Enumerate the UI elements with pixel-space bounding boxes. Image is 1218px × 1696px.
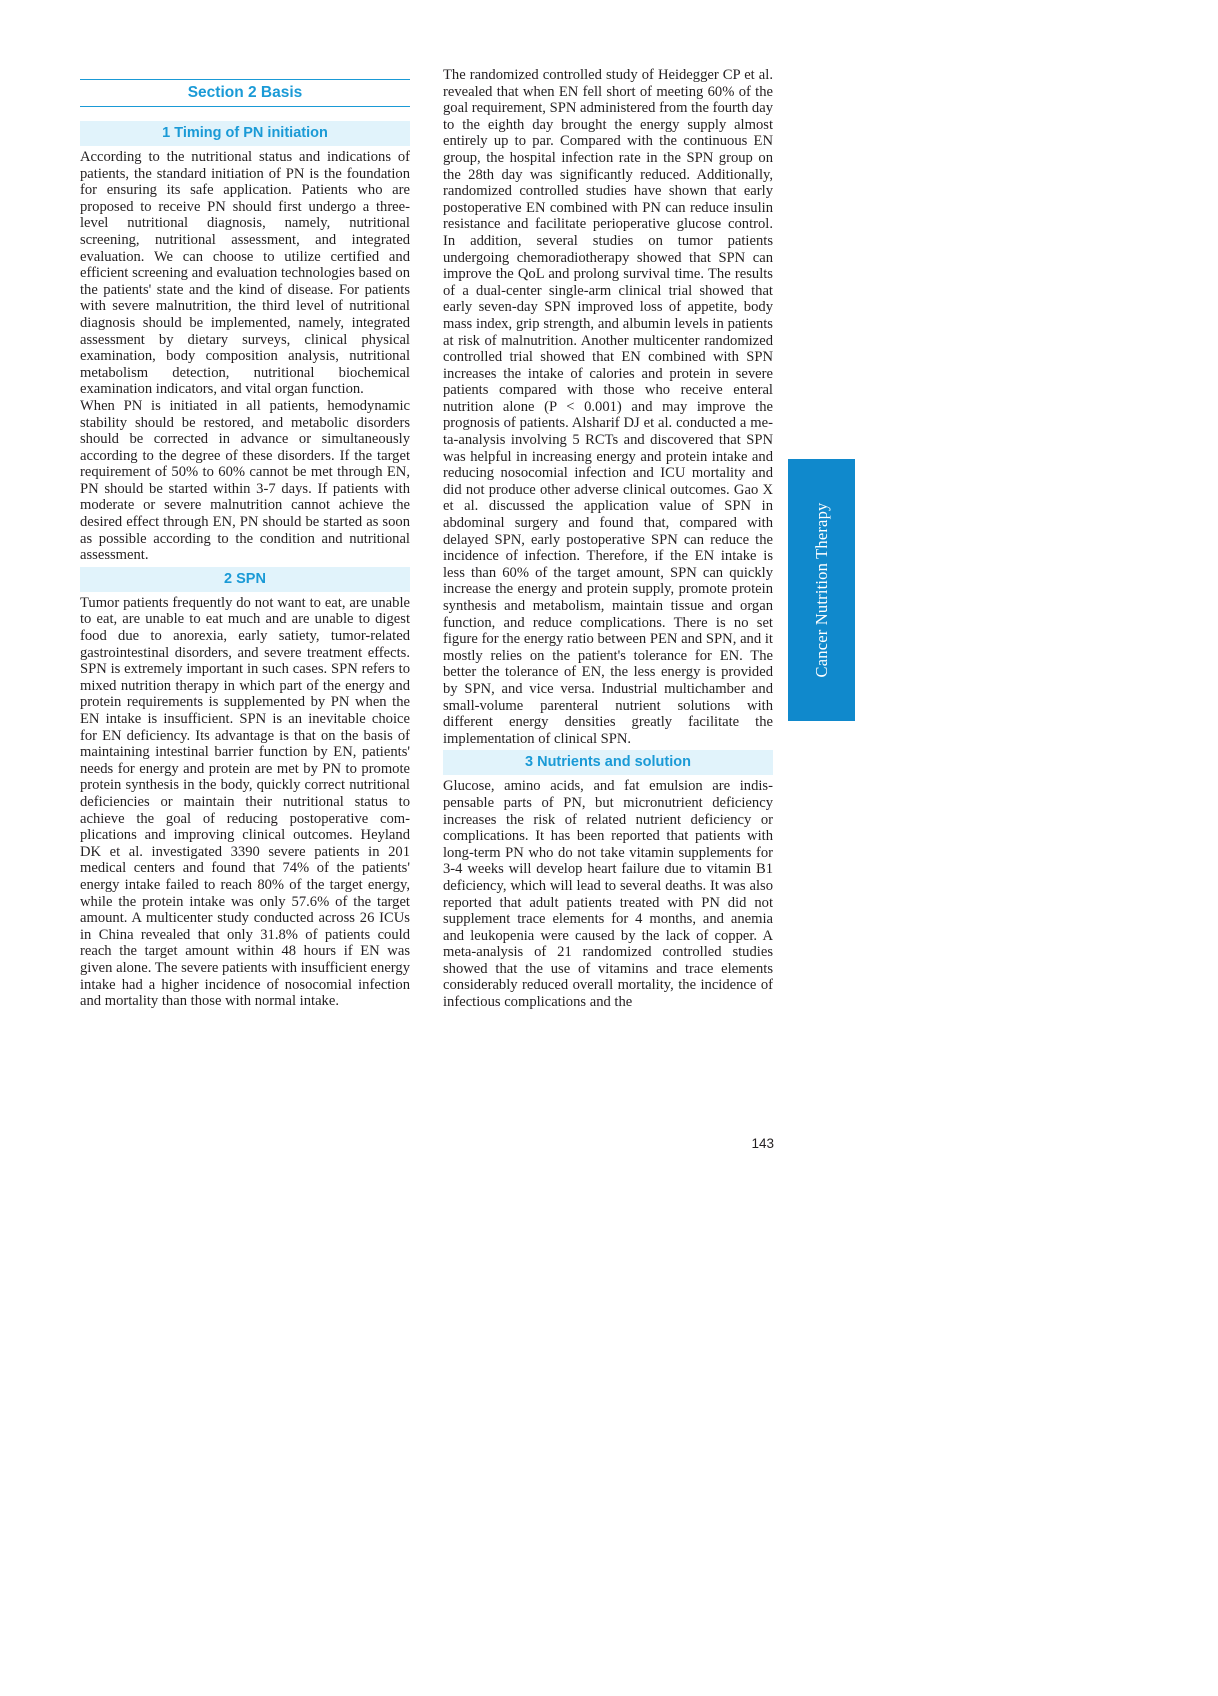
subsection-heading-timing: 1 Timing of PN initiation xyxy=(80,121,410,146)
left-column xyxy=(80,67,410,1010)
body-paragraph: When PN is initiated in all patients, hemodynamic stability should be restored, and metabolic disorders should be corrected in advance or simultaneously according to the degree of these disorders. If the target requirement of 50% to 60% cannot be met through EN, PN should be started within 3-7 days. If patients with moderate or severe malnutrition cannot achieve the desired effect through EN, PN should be started as soon as possible according to the condition and nutritional assessment. xyxy=(80,397,410,564)
body-paragraph: According to the nutritional status and indications of patients, the standard initiation of PN is the foundation for ensuring its safe application. Patients who are proposed to receive PN should first undergo a three-level nutritional diagnosis, namely, nutritional screening, nutritional assessment, and integrated evaluation. We can choose to utilize certified and efficient screening and evaluation technologies based on the patients' state and the kind of disease. For patients with severe malnutrition, the third level of nutritional diagnosis should be implemented, namely, integrated assessment by dietary surveys, clinical physical examination, body composition analysis, nutritional metabolism detection, nutritional biochemical examination indicators, and vital organ function. xyxy=(80,149,410,398)
body-paragraph: Tumor patients frequently do not want to eat, are unable to eat, are unable to eat much and are unable to digest food due to anorexia, early satiety, tumor-related gastrointestinal disorders, and severe treatment effects. SPN is extremely important in such cases. SPN refers to mixed nutrition therapy in which part of the energy and protein requirements is supplemented by PN when the EN intake is insufficient. SPN is an inevitable choice for EN deficiency. Its advantage is that on the basis of maintaining intestinal barrier function by EN, patients' needs for energy and protein are met by PN to promote protein synthesis in the body, quickly correct nutritional deficiencies or maintain their nutritional status to achieve the goal of reducing postoperative complications and improving clinical outcomes. Heyland DK et al. investigated 3390 severe patients in 201 medical centers and found that 74% of the patients' energy intake failed to reach 80% of the target energy, while the protein intake was only 57.6% of the target amount. A multicenter study conducted across 26 ICUs in China revealed that only 31.8% of patients could reach the target amount within 48 hours if EN was given alone. The severe patients with insufficient energy intake had a higher incidence of nosocomial infection and mortality than those with normal intake. xyxy=(80,594,410,1010)
chapter-side-tab-label: Cancer Nutrition Therapy xyxy=(811,502,831,678)
body-paragraph: The randomized controlled study of Heidegger CP et al. revealed that when EN fell short of meeting 60% of the goal requirement, SPN administered from the fourth day to the eighth day brought the energy supply almost entirely up to par. Compared with the continuous EN group, the hospital infection rate in the SPN group on the 28th day was significantly reduced. Additionally, randomized controlled studies have shown that early postoperative EN combined with PN can reduce insulin resistance and facilitate perioperative glucose control. In addition, several studies on tumor patients undergoing chemoradiotherapy showed that SPN can improve the QoL and prolong survival time. The results of a dual-center single-arm clinical trial showed that early seven-day SPN improved loss of appetite, body mass index, grip strength, and albumin levels in patients at risk of malnutrition. Another multicenter randomized controlled trial showed that EN combined with SPN increases the intake of calories and protein in severe patients compared with those who receive enteral nutrition alone (P < 0.001) and may improve the prognosis of patients. Alsharif DJ et al. conducted a meta-analysis involving 5 RCTs and discovered that SPN was helpful in increasing energy and protein intake and reducing nosocomial infection and ICU mortality and did not produce other adverse clinical outcomes. Gao X et al. discussed the application value of SPN in abdominal surgery and found that, compared with delayed SPN, early postoperative SPN can reduce the incidence of infection. Therefore, if the EN intake is less than 60% of the target amount, SPN can quickly increase the energy and protein supply, promote protein synthesis and metabolism, maintain tissue and organ function, and reduce complications. There is no set figure for the energy ratio between PEN and SPN, and it mostly relies on the patient's tolerance for EN. The better the tolerance of EN, the less energy is provided by SPN, and vice versa. Industrial multichamber and small-volume parenteral nutrient solutions with different energy densities greatly facilitate the implementation of clinical SPN. xyxy=(443,67,773,747)
chapter-side-tab xyxy=(788,459,855,721)
body-paragraph: Glucose, amino acids, and fat emulsion are indispensable parts of PN, but micronutrient deficiency increases the risk of related nutrient deficiency or complications. It has been reported that patients with long-term PN who do not take vitamin supplements for 3-4 weeks will develop heart failure due to vitamin B1 deficiency, which will lead to several deaths. It was also reported that adult patients treated with PN did not supplement trace elements for 4 months, and anemia and leukopenia were caused by the lack of copper. A meta-analysis of 21 randomized controlled studies showed that the use of vitamins and trace elements considerably reduced overall mortality, the incidence of infectious complications and the xyxy=(443,778,773,1011)
subsection-heading-spn: 2 SPN xyxy=(80,567,410,592)
subsection-heading-nutrients: 3 Nutrients and solution xyxy=(443,750,773,775)
right-column xyxy=(443,67,773,1011)
page-number: 143 xyxy=(751,1136,774,1151)
section-title: Section 2 Basis xyxy=(80,79,410,107)
